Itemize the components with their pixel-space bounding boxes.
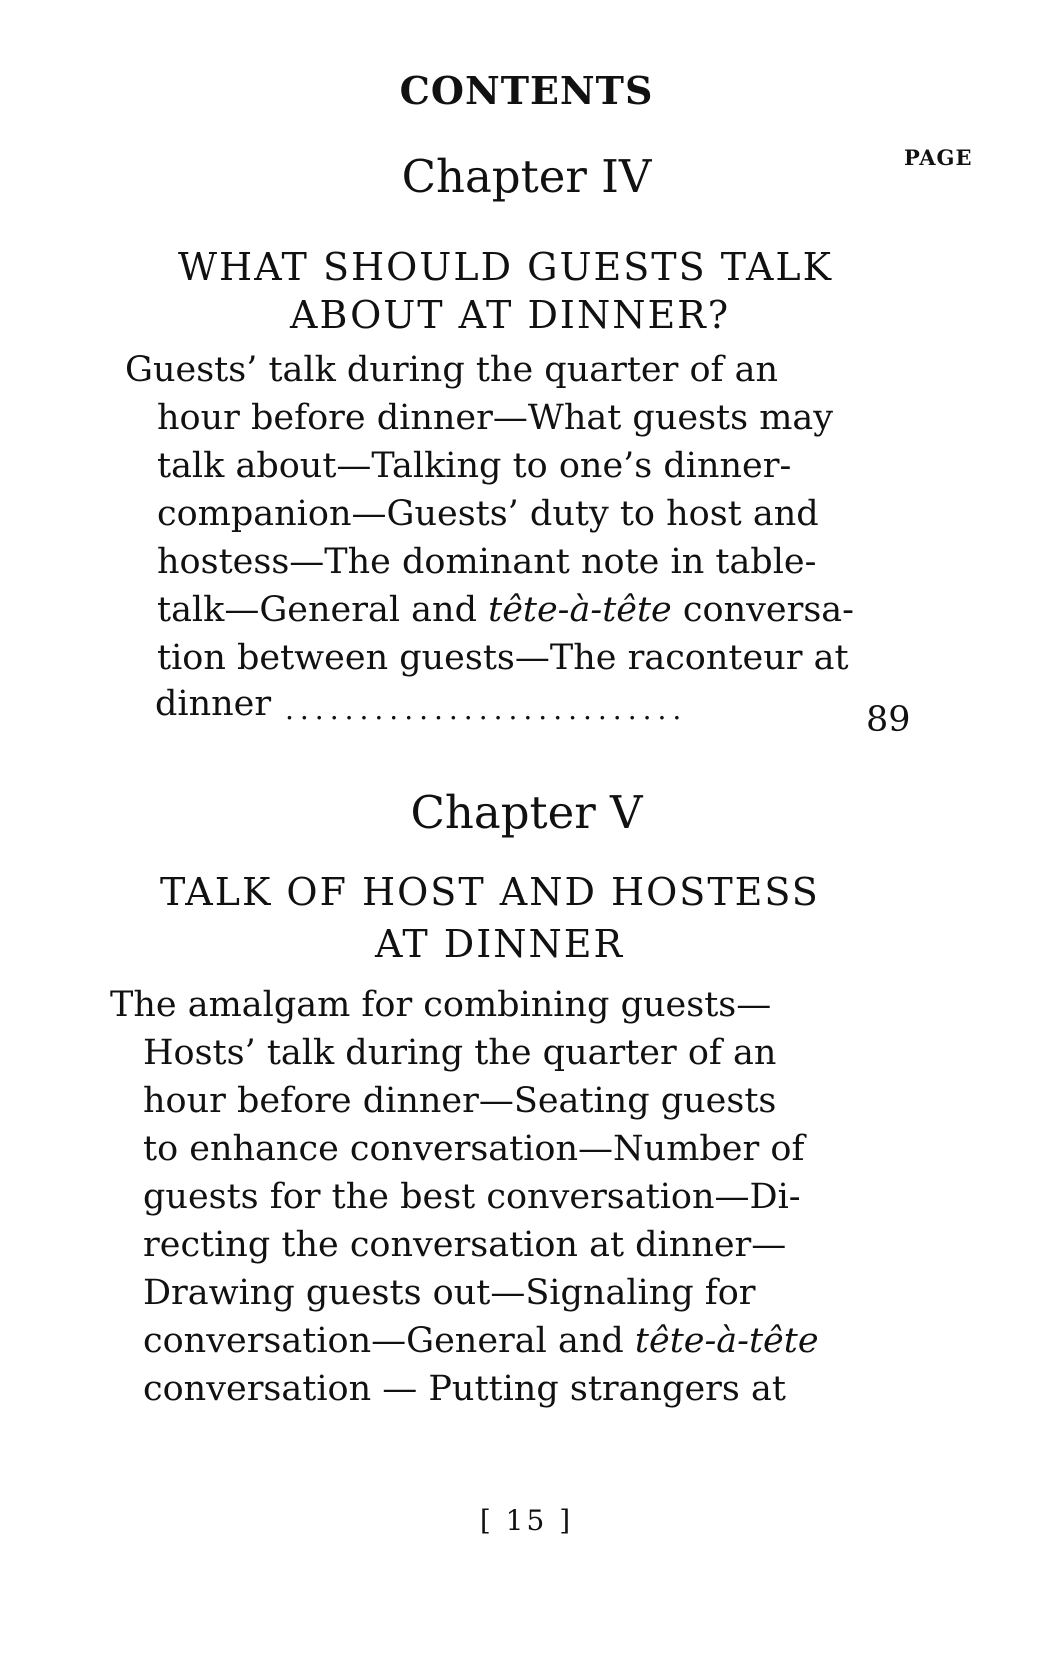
chapter-v-summary-line: hour before dinner—Seating guests [143, 1081, 777, 1121]
line-text: conversation—General and [143, 1321, 635, 1361]
chapter-iv-leader-dots: ........................... [285, 693, 688, 726]
chapter-v-summary-line: Drawing guests out—Signaling for [143, 1273, 756, 1313]
chapter-v-summary-line [143, 1321, 820, 1361]
chapter-v-summary-line: guests for the best conversation—Di- [143, 1177, 801, 1217]
italic-phrase: tête-à-tête [488, 590, 672, 630]
chapter-iv-summary-line: hostess—The dominant note in table- [157, 542, 817, 582]
chapter-v-summary-line: to enhance conversation—Number of [143, 1129, 805, 1169]
chapter-v-summary-line: recting the conversation at dinner— [143, 1225, 787, 1265]
chapter-v-title-line1: TALK OF HOST AND HOSTESS [160, 870, 820, 914]
chapter-v-summary-line: Hosts’ talk during the quarter of an [143, 1033, 777, 1073]
chapter-iv-title-line2: ABOUT AT DINNER? [290, 293, 731, 337]
chapter-iv-last-word: dinner [155, 684, 272, 724]
contents-heading: CONTENTS [399, 68, 654, 113]
chapter-iv-heading: Chapter IV [401, 150, 652, 203]
chapter-iv-summary-line [157, 590, 854, 630]
chapter-iv-summary-line: Guests’ talk during the quarter of an [125, 350, 779, 390]
chapter-iv-summary-line: hour before dinner—What guests may [157, 398, 834, 438]
page-number-footer: [ 15 ] [479, 1504, 574, 1537]
line-text: talk—General and [157, 590, 489, 630]
chapter-v-title-line2: AT DINNER [375, 922, 625, 966]
chapter-v-summary-line: conversation — Putting strangers at [143, 1369, 786, 1409]
page-column-label: PAGE [904, 145, 973, 170]
line-text: conversa- [671, 590, 854, 630]
chapter-v-summary-line: The amalgam for combining guests— [110, 985, 772, 1025]
chapter-iv-summary-line: tion between guests—The raconteur at [157, 638, 849, 678]
chapter-iv-title-line1: WHAT SHOULD GUESTS TALK [178, 245, 834, 289]
chapter-iv-summary-line: talk about—Talking to one’s dinner- [157, 446, 792, 486]
chapter-iv-page-number: 89 [866, 700, 911, 740]
chapter-v-heading: Chapter V [410, 786, 643, 839]
chapter-iv-summary-line: companion—Guests’ duty to host and [157, 494, 819, 534]
italic-phrase: tête-à-tête [634, 1321, 819, 1361]
